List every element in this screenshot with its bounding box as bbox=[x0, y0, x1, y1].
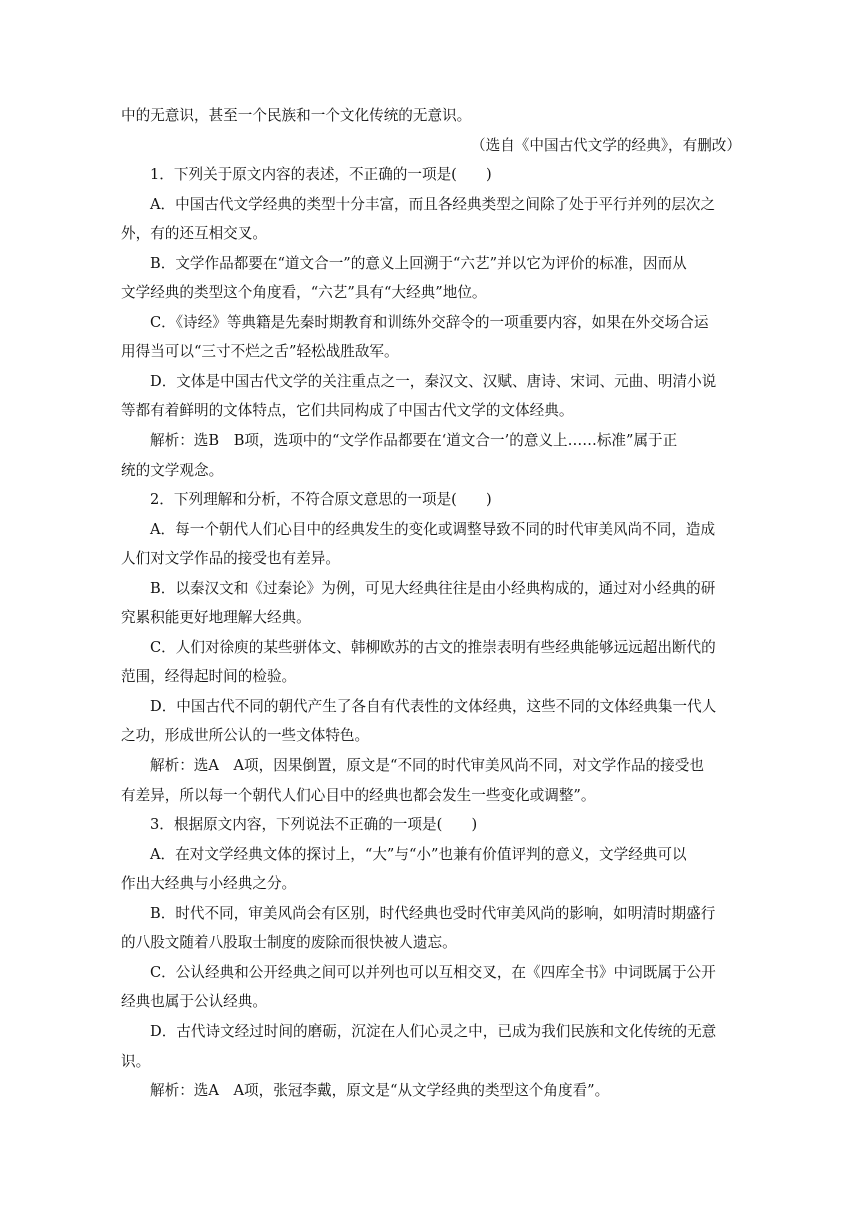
option-line: A．在对文学经典文体的探讨上，“大”与“小”也兼有价值评判的意义，文学经典可以 bbox=[150, 845, 687, 863]
option-line: A．每一个朝代人们心目中的经典发生的变化或调整导致不同的时代审美风尚不同，造成 bbox=[150, 520, 716, 538]
option-line: B．文学作品都要在“道文合一”的意义上回溯于“六艺”并以它为评价的标准，因而从 bbox=[150, 254, 687, 272]
option-a bbox=[121, 515, 741, 574]
option-line: C．公认经典和公开经典之间可以并列也可以互相交叉，在《四库全书》中词既属于公开 bbox=[150, 963, 716, 981]
answer-analysis bbox=[121, 426, 741, 485]
question-2 bbox=[121, 485, 741, 810]
option-line: B．时代不同，审美风尚会有区别，时代经典也受时代审美风尚的影响，如明清时期盛行 bbox=[150, 904, 716, 922]
analysis-line: 有差异，所以每一个朝代人们心目中的经典也都会发生一些变化或调整”。 bbox=[121, 786, 596, 804]
option-d bbox=[121, 367, 741, 426]
option-a bbox=[121, 840, 741, 899]
option-line: 究累积能更好地理解大经典。 bbox=[121, 609, 311, 627]
option-line: D．文体是中国古代文学的关注重点之一，秦汉文、汉赋、唐诗、宋词、元曲、明清小说 bbox=[150, 372, 717, 390]
option-line: C．《诗经》等典籍是先秦时期教育和训练外交辞令的一项重要内容，如果在外交场合运 bbox=[150, 313, 709, 331]
option-line: 范围，经得起时间的检验。 bbox=[121, 668, 297, 686]
question-1 bbox=[121, 160, 741, 485]
option-b bbox=[121, 899, 741, 958]
option-c bbox=[121, 308, 741, 367]
question-stem: 1．下列关于原文内容的表述，不正确的一项是( ) bbox=[150, 166, 492, 184]
option-line: B．以秦汉文和《过秦论》为例，可见大经典往往是由小经典构成的，通过对小经典的研 bbox=[150, 579, 716, 597]
option-line: 作出大经典与小经典之分。 bbox=[121, 875, 297, 893]
answer-analysis bbox=[121, 751, 741, 810]
option-a bbox=[121, 190, 741, 249]
option-line: D．中国古代不同的朝代产生了各自有代表性的文体经典，这些不同的文体经典集一代人 bbox=[150, 697, 717, 715]
option-c bbox=[121, 633, 741, 692]
analysis-line: 解析：选A A项，因果倒置，原文是“不同的时代审美风尚不同，对文学作品的接受也 bbox=[150, 757, 704, 775]
option-line: 人们对文学作品的接受也有差异。 bbox=[121, 550, 340, 568]
option-line: C．人们对徐庾的某些骈体文、韩柳欧苏的古文的推崇表明有些经典能够远远超出断代的 bbox=[150, 638, 716, 656]
analysis-line: 统的文学观念。 bbox=[121, 461, 224, 479]
option-c bbox=[121, 958, 741, 1017]
question-3 bbox=[121, 810, 741, 1105]
analysis-line: 解析：选B B项，选项中的“文学作品都要在‘道文合一’的意义上……标准”属于正 bbox=[150, 432, 678, 450]
analysis-line: 解析：选A A项，张冠李戴，原文是“从文学经典的类型这个角度看”。 bbox=[150, 1082, 610, 1100]
option-d bbox=[121, 1017, 741, 1076]
option-line: 用得当可以“三寸不烂之舌”轻松战胜敌军。 bbox=[121, 343, 399, 361]
option-line: 的八股文随着八股取士制度的废除而很快被人遗忘。 bbox=[121, 934, 457, 952]
option-line: 经典也属于公认经典。 bbox=[121, 993, 267, 1011]
question-stem: 3．根据原文内容，下列说法不正确的一项是( ) bbox=[150, 816, 478, 834]
question-stem: 2．下列理解和分析，不符合原文意思的一项是( ) bbox=[150, 491, 492, 509]
option-line: 外，有的还互相交叉。 bbox=[121, 225, 267, 243]
answer-analysis bbox=[121, 1076, 741, 1106]
passage-ending: 中的无意识，甚至一个民族和一个文化传统的无意识。 bbox=[121, 107, 472, 124]
option-b bbox=[121, 249, 741, 308]
option-d bbox=[121, 692, 741, 751]
option-line: A．中国古代文学经典的类型十分丰富，而且各经典类型之间除了处于平行并列的层次之 bbox=[150, 195, 716, 213]
source-citation: （选自《中国古代文学的经典》，有删改） bbox=[471, 136, 741, 154]
option-line: 等都有着鲜明的文体特点，它们共同构成了中国古代文学的文体经典。 bbox=[121, 402, 574, 420]
option-line: 之功，形成世所公认的一些文体特色。 bbox=[121, 727, 370, 745]
option-line: 文学经典的类型这个角度看，“六艺”具有“大经典”地位。 bbox=[121, 284, 487, 302]
option-b bbox=[121, 574, 741, 633]
option-line: 识。 bbox=[121, 1052, 151, 1070]
document-body bbox=[121, 101, 741, 1106]
option-line: D．古代诗文经过时间的磨砺，沉淀在人们心灵之中，已成为我们民族和文化传统的无意 bbox=[150, 1022, 717, 1040]
